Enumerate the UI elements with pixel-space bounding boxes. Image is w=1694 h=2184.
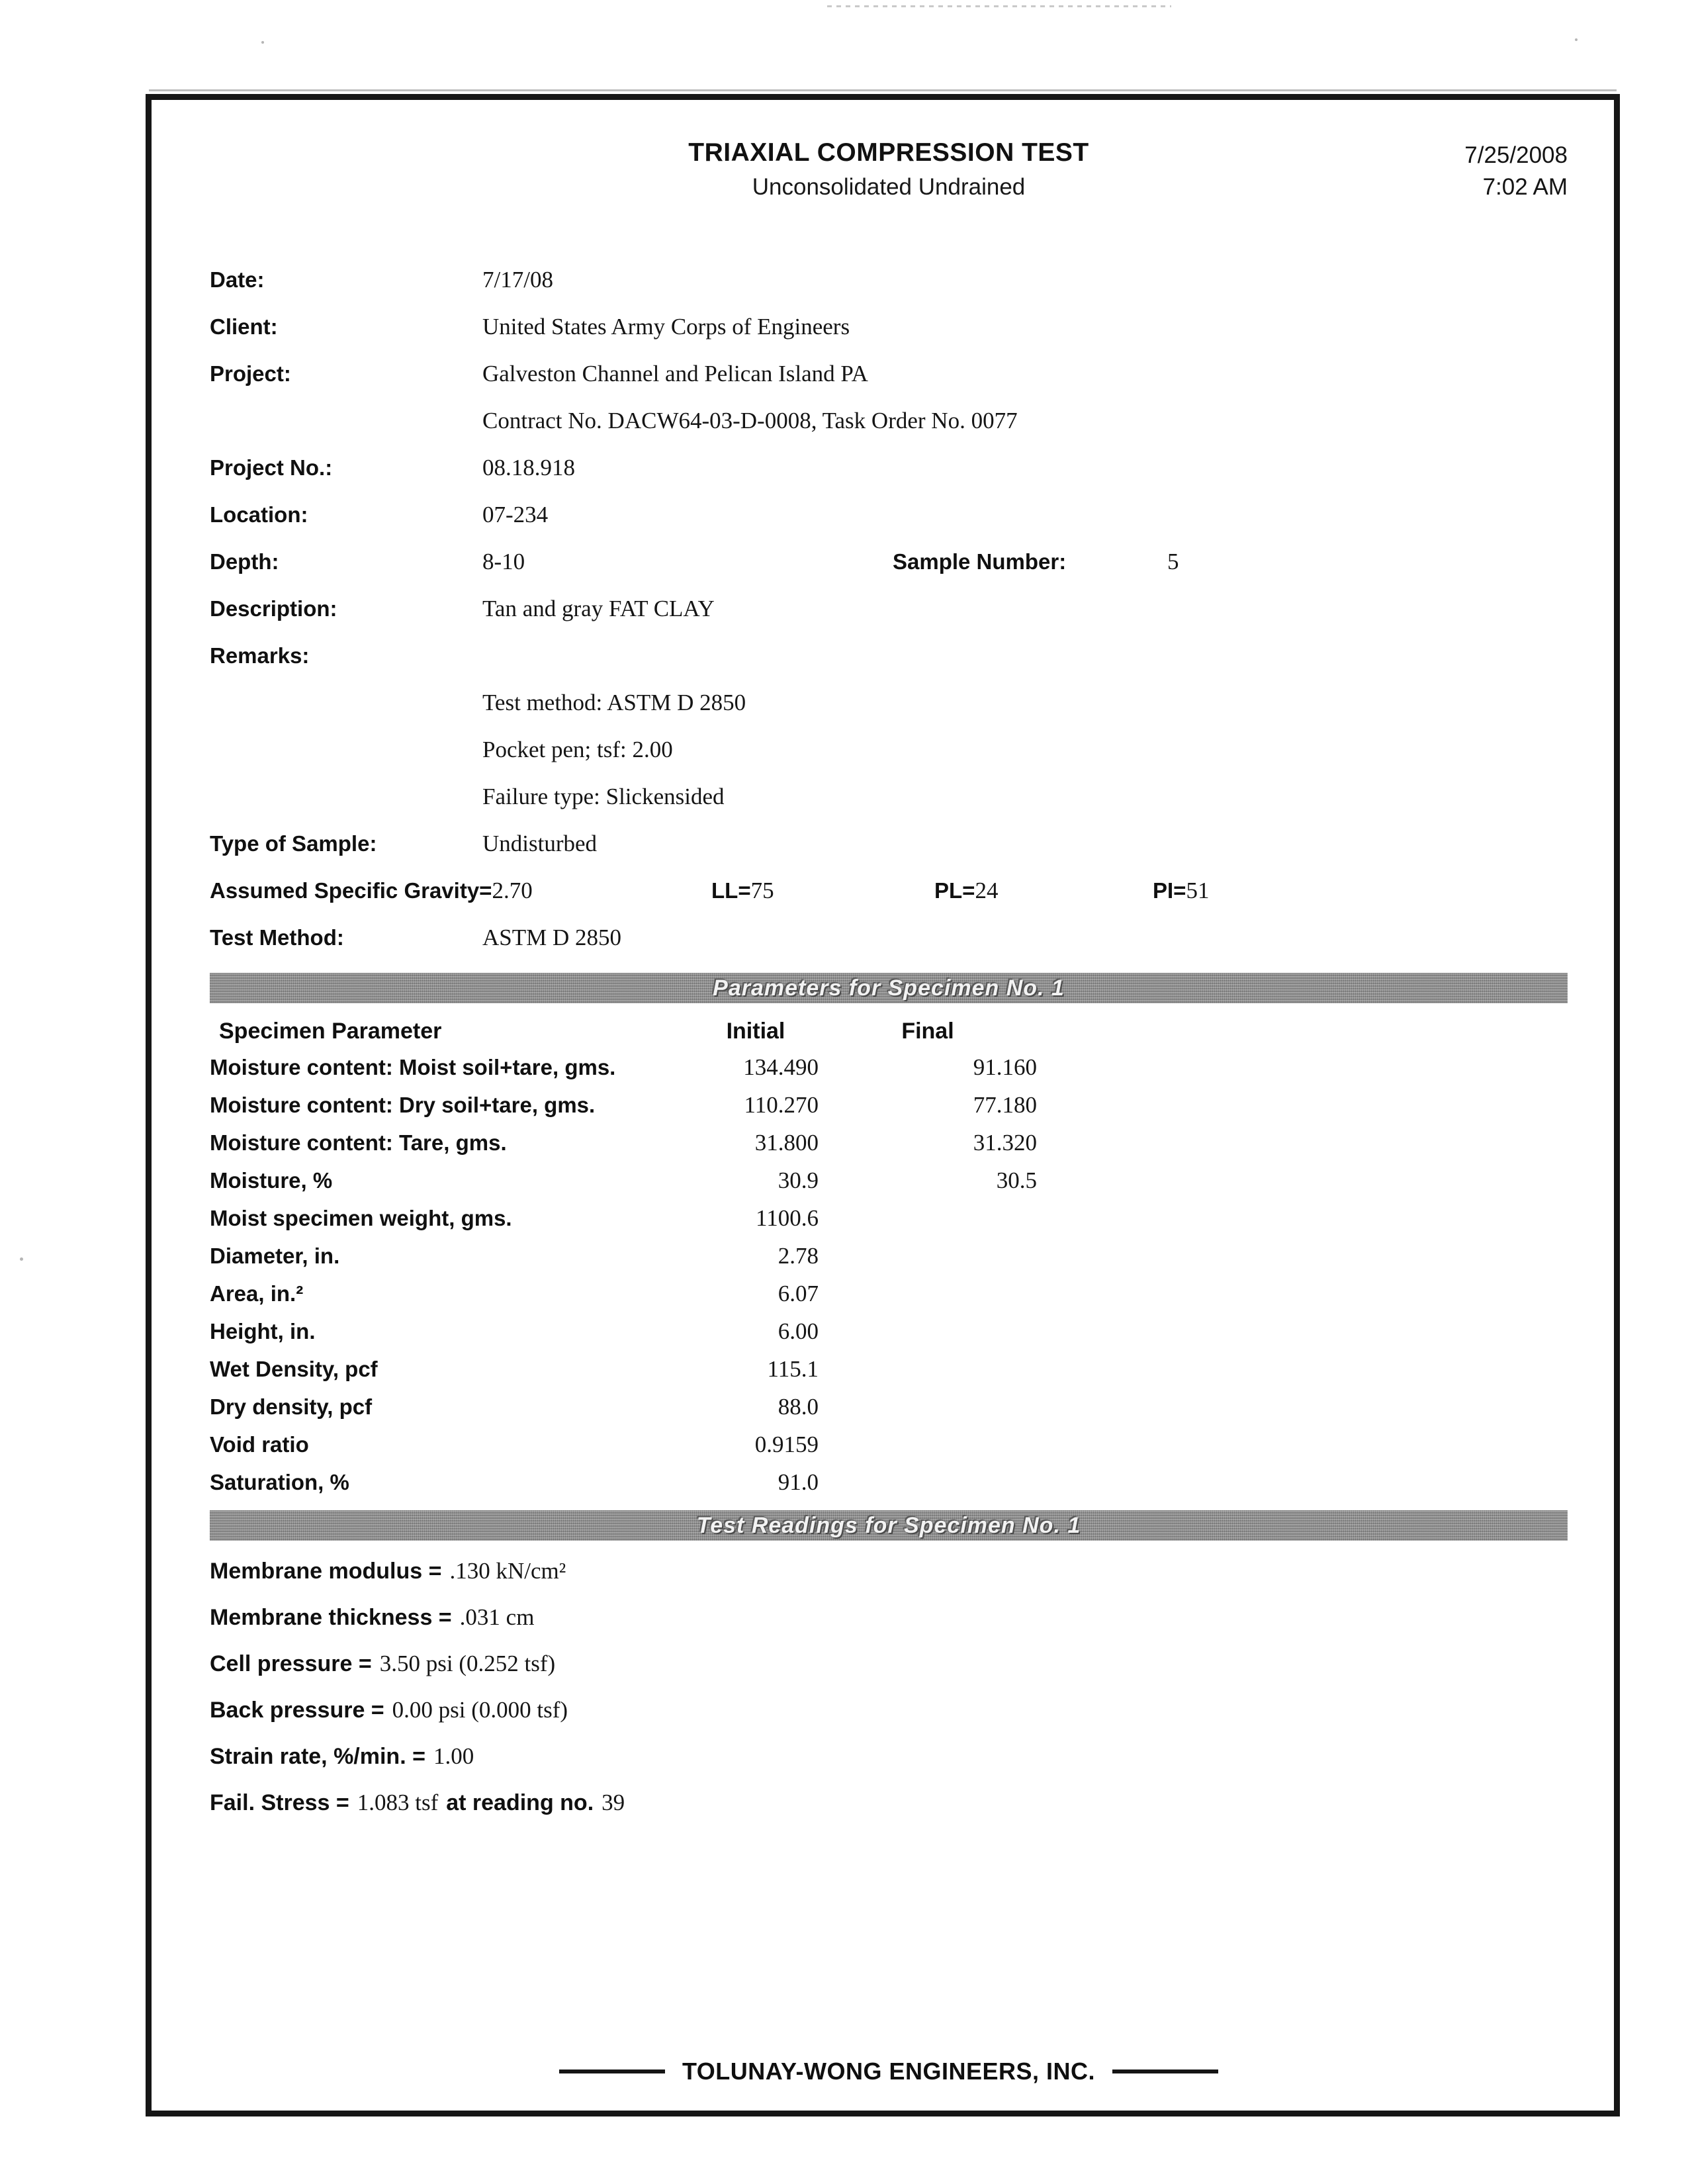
reading-line (210, 1782, 1568, 1828)
info-value: ASTM D 2850 (482, 925, 622, 950)
info-row (210, 494, 1568, 541)
info-row (210, 823, 1568, 870)
info-row (210, 259, 1568, 306)
reading-value: 3.50 psi (0.252 tsf) (379, 1651, 556, 1676)
parameter-row (210, 1350, 1568, 1388)
parameter-initial-value: 115.1 (767, 1356, 819, 1382)
parameter-name: Area, in.² (210, 1281, 304, 1306)
parameter-initial-value: 0.9159 (754, 1432, 819, 1457)
parameter-initial-value: 134.490 (743, 1054, 819, 1080)
info-value: Galveston Channel and Pelican Island PA (482, 361, 868, 387)
company-name: TOLUNAY-WONG ENGINEERS, INC. (682, 2058, 1096, 2085)
column-header-parameter: Specimen Parameter (219, 1019, 442, 1044)
parameter-name: Moisture content: Tare, gms. (210, 1130, 507, 1155)
info-label: Date: (210, 267, 265, 292)
info-value: Contract No. DACW64-03-D-0008, Task Order No. 0077 (482, 408, 1018, 433)
parameter-initial-value: 30.9 (778, 1167, 819, 1193)
parameter-initial-value: 31.800 (754, 1130, 819, 1156)
info-pair (711, 870, 934, 917)
parameter-name: Moisture, % (210, 1168, 333, 1193)
scan-artifact (827, 5, 1171, 7)
parameter-final-value (819, 1388, 1037, 1426)
info-label: Type of Sample: (210, 831, 377, 856)
parameters-banner: Parameters for Specimen No. 1 (210, 973, 1568, 1003)
info-label: Depth: (210, 549, 279, 574)
parameter-initial-value: 6.07 (778, 1281, 819, 1306)
parameter-initial-value: 1100.6 (756, 1205, 819, 1231)
reading-label: Strain rate, %/min. = (210, 1744, 425, 1769)
column-header-initial: Initial (726, 1019, 785, 1044)
parameter-initial-value: 110.270 (744, 1092, 819, 1118)
info-value: 08.18.918 (482, 455, 575, 480)
scan-artifact (261, 41, 264, 44)
parameter-name: Dry density, pcf (210, 1394, 373, 1419)
parameter-final-value: 30.5 (996, 1167, 1037, 1193)
info-label: PL= (934, 878, 975, 903)
parameter-final-value (819, 1312, 1037, 1350)
parameter-row (210, 1086, 1568, 1124)
info-pair (1153, 870, 1209, 917)
info-value: 51 (1186, 878, 1210, 903)
info-row (210, 870, 1568, 917)
info-value: Tan and gray FAT CLAY (482, 596, 715, 621)
reading-value: 1.083 tsf (357, 1790, 439, 1815)
info-row (210, 635, 1568, 682)
test-readings-section (210, 1550, 1568, 1828)
reading-value: .130 kN/cm² (449, 1558, 566, 1584)
reading-label: Membrane thickness = (210, 1605, 452, 1630)
parameter-final-value (819, 1350, 1037, 1388)
parameter-final-value (819, 1275, 1037, 1312)
info-value: 07-234 (482, 502, 549, 527)
parameter-row (210, 1124, 1568, 1161)
info-pair (210, 870, 711, 917)
info-label: Project: (210, 361, 291, 386)
scan-artifact (20, 1257, 23, 1261)
info-label: Test Method: (210, 925, 344, 950)
column-header-final: Final (901, 1019, 954, 1044)
reading-line (210, 1735, 1568, 1782)
info-label: Sample Number: (893, 549, 1067, 574)
parameter-final-value (819, 1463, 1037, 1501)
reading-value: 0.00 psi (0.000 tsf) (392, 1697, 568, 1723)
info-value: 2.70 (492, 878, 533, 903)
info-row (210, 588, 1568, 635)
parameter-name: Diameter, in. (210, 1244, 340, 1268)
info-label: PI= (1153, 878, 1186, 903)
info-value: Undisturbed (482, 831, 598, 856)
info-value: 75 (750, 878, 774, 903)
report-title: TRIAXIAL COMPRESSION TEST (688, 138, 1089, 167)
print-time: 7:02 AM (1482, 174, 1568, 200)
info-label: Description: (210, 596, 337, 621)
report-footer (210, 2058, 1568, 2111)
info-value: 5 (1167, 549, 1179, 574)
reading-line (210, 1643, 1568, 1689)
info-value: United States Army Corps of Engineers (482, 314, 850, 340)
report-frame (146, 94, 1620, 2116)
reading-line (210, 1550, 1568, 1596)
reading-line (210, 1596, 1568, 1643)
footer-rule-left (559, 2070, 665, 2073)
info-row (210, 306, 1568, 353)
parameter-final-value (819, 1426, 1037, 1463)
parameter-row (210, 1275, 1568, 1312)
reading-label: Back pressure = (210, 1698, 384, 1723)
print-datetime (1464, 140, 1568, 203)
reading-value: 39 (602, 1790, 625, 1815)
info-row (210, 447, 1568, 494)
test-readings-banner: Test Readings for Specimen No. 1 (210, 1510, 1568, 1541)
parameter-initial-value: 88.0 (778, 1394, 819, 1420)
reading-label: Membrane modulus = (210, 1559, 442, 1584)
parameter-name: Moist specimen weight, gms. (210, 1206, 512, 1230)
parameter-final-value (819, 1199, 1037, 1237)
reading-label: Fail. Stress = (210, 1790, 349, 1815)
info-label: Remarks: (210, 643, 310, 668)
info-label: LL= (711, 878, 751, 903)
info-value: 7/17/08 (482, 267, 553, 293)
parameter-final-value: 31.320 (973, 1130, 1037, 1156)
info-row (210, 541, 1568, 588)
parameter-row (210, 1199, 1568, 1237)
parameter-initial-value: 6.00 (778, 1318, 819, 1344)
parameter-name: Moisture content: Moist soil+tare, gms. (210, 1055, 616, 1079)
reading-value: 1.00 (433, 1743, 474, 1769)
info-pair (934, 870, 1153, 917)
report-content (152, 100, 1614, 2111)
parameter-final-value: 77.180 (973, 1092, 1037, 1118)
parameters-table-header (210, 1014, 1568, 1048)
info-row (210, 400, 1568, 447)
info-row (210, 682, 1568, 729)
parameter-row (210, 1237, 1568, 1275)
info-value: Test method: ASTM D 2850 (482, 690, 746, 715)
parameter-name: Saturation, % (210, 1470, 349, 1494)
parameter-row (210, 1161, 1568, 1199)
parameters-table-body (210, 1048, 1568, 1501)
report-subtitle: Unconsolidated Undrained (752, 174, 1026, 200)
parameter-name: Void ratio (210, 1432, 309, 1457)
parameter-name: Height, in. (210, 1319, 316, 1343)
info-value: Failure type: Slickensided (482, 784, 725, 809)
parameter-row (210, 1048, 1568, 1086)
parameter-final-value (819, 1237, 1037, 1275)
info-label: Location: (210, 502, 308, 527)
parameter-row (210, 1388, 1568, 1426)
info-label: Assumed Specific Gravity= (210, 878, 492, 903)
sample-info-section (210, 259, 1568, 964)
parameter-row (210, 1312, 1568, 1350)
info-row (210, 729, 1568, 776)
reading-label: Cell pressure = (210, 1651, 372, 1676)
parameter-name: Wet Density, pcf (210, 1357, 378, 1381)
reading-label: at reading no. (446, 1790, 594, 1815)
info-row (210, 917, 1568, 964)
info-row (210, 353, 1568, 400)
parameter-final-value: 91.160 (973, 1054, 1037, 1080)
parameter-name: Moisture content: Dry soil+tare, gms. (210, 1093, 596, 1117)
parameter-initial-value: 91.0 (778, 1469, 819, 1495)
info-value: Pocket pen; tsf: 2.00 (482, 737, 673, 762)
reading-line (210, 1689, 1568, 1735)
parameter-row (210, 1463, 1568, 1501)
info-value: 8-10 (482, 549, 525, 574)
info-label: Client: (210, 314, 278, 339)
footer-rule-right (1112, 2070, 1218, 2073)
scan-artifact (1575, 38, 1578, 41)
report-header (210, 138, 1568, 201)
info-row (210, 776, 1568, 823)
info-label: Project No.: (210, 455, 333, 480)
parameter-row (210, 1426, 1568, 1463)
info-value: 24 (975, 878, 999, 903)
reading-value: .031 cm (459, 1604, 535, 1630)
parameter-initial-value: 2.78 (778, 1243, 819, 1269)
print-date: 7/25/2008 (1464, 142, 1568, 168)
